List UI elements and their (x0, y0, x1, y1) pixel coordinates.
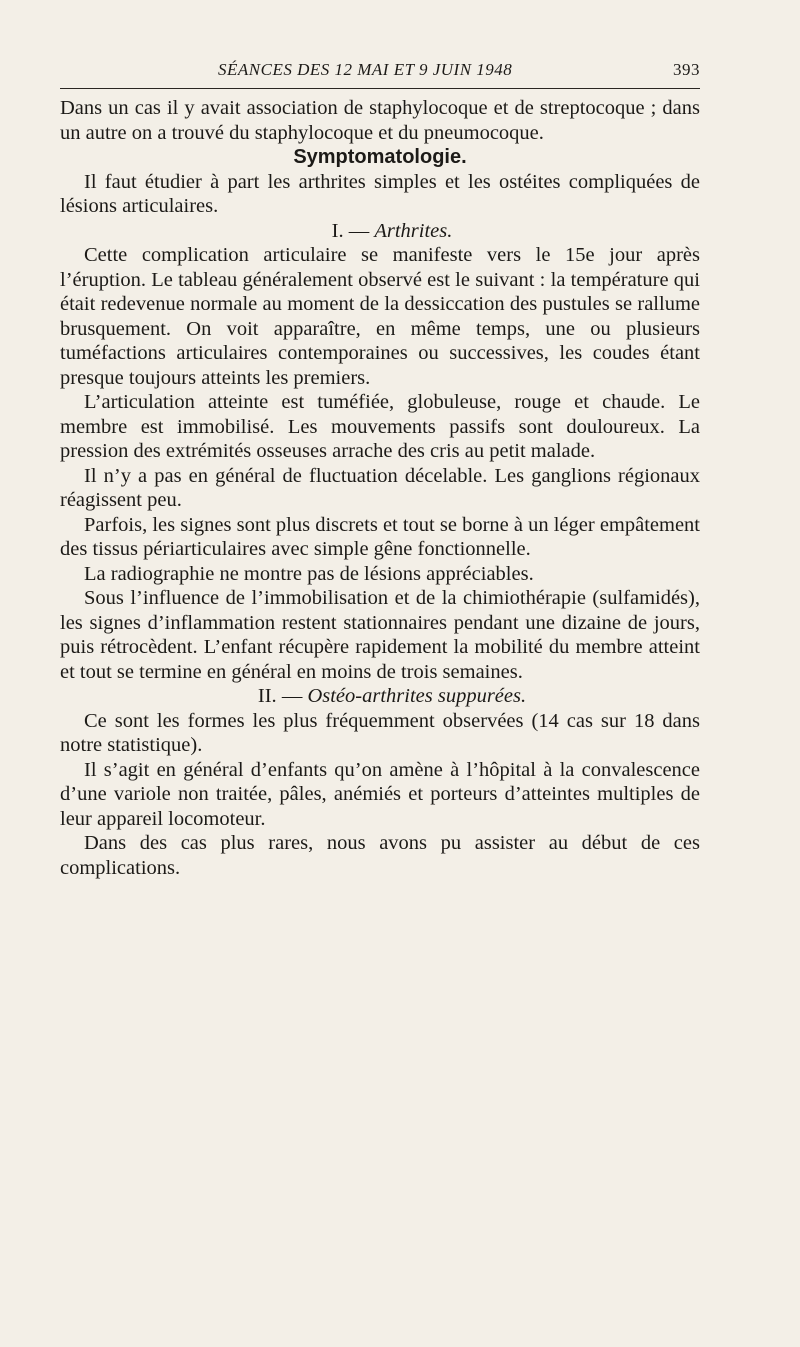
paragraph: Dans un cas il y avait association de staphylocoque et de streptocoque ; dans un autre on a trouvé du staphylocoque et du pneumocoque. (60, 97, 700, 144)
paragraph: Dans des cas plus rares, nous avons pu assister au début de ces complications. (60, 832, 700, 879)
body-text (60, 96, 700, 880)
subsection-dash: — (348, 219, 370, 242)
page-header (60, 58, 700, 84)
paragraph: Il s’agit en général d’enfants qu’on amène à l’hôpital à la convalescence d’une variole non traitée, pâles, anémiés et porteurs d’atteintes multiples de leur appareil locomoteur. (60, 758, 700, 830)
paragraph: Cette complication articulaire se manifeste vers le 15e jour après l’éruption. Le tableau généralement observé est le suivant : la température qui était redevenue normale au moment de la dessiccation des pustules se rallume brusquement. On voit apparaître, en même temps, une ou plusieurs tuméfactions articulaires contemporaines ou successives, les coudes étant presque toujours atteints les premiers. (60, 244, 700, 389)
subsection-title (60, 219, 700, 244)
page-number: 393 (673, 60, 700, 79)
subsection-name: Ostéo-arthrites suppurées. (307, 685, 527, 707)
paragraph: Sous l’influence de l’immobilisation et de la chimiothérapie (sulfamidés), les signes d’inflammation restent stationnaires pendant une dizaine de jours, puis rétrocèdent. L’enfant récupère rapidement la mobilité du membre atteint et tout se termine en général en moins de trois semaines. (60, 587, 700, 683)
subsection-number: I. (331, 219, 344, 242)
paragraph: L’articulation atteinte est tuméfiée, globuleuse, rouge et chaude. Le membre est immobilisé. Les mouvements passifs sont douloureux. La pression des extrémités osseuses arrache des cris au petit malade. (60, 391, 700, 462)
section-title: Symptomatologie. (293, 146, 467, 168)
running-head: SÉANCES DES 12 MAI ET 9 JUIN 1948 (218, 60, 513, 79)
subsection-dash: — (281, 685, 303, 707)
subsection-number: II. (257, 685, 277, 707)
paragraph: La radiographie ne montre pas de lésions appréciables. (84, 562, 534, 585)
subsection-title (60, 684, 700, 709)
paragraph: Parfois, les signes sont plus discrets et tout se borne à un léger empâtement des tissus périarticulaires avec simple gêne fonctionnelle. (60, 513, 701, 560)
paragraph: Il n’y a pas en général de fluctuation décelable. Les ganglions régionaux réagissent peu. (60, 464, 700, 511)
paragraph: Ce sont les formes les plus fréquemment observées (14 cas sur 18 dans notre statistique). (60, 709, 700, 756)
subsection-name: Arthrites. (374, 219, 453, 242)
paragraph: Il faut étudier à part les arthrites simples et les ostéites compliquées de lésions articulaires. (60, 170, 700, 217)
header-rule (60, 88, 700, 89)
